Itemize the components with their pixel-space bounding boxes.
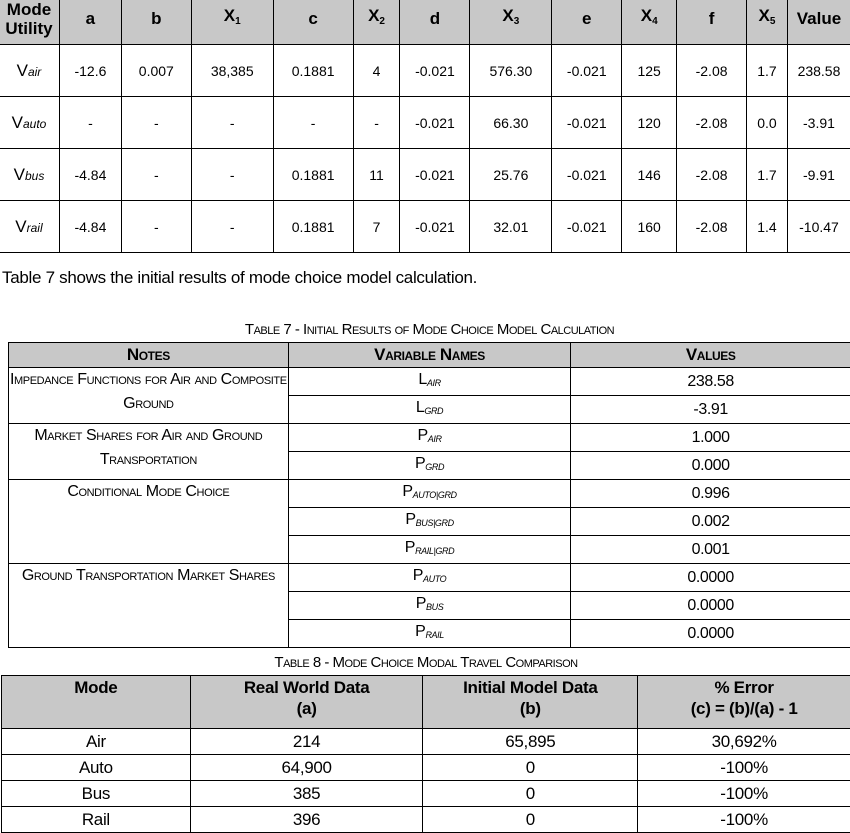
table-cell: -0.021 — [552, 201, 622, 253]
table-cell: - — [121, 149, 191, 201]
column-header: $X_1$ — [191, 0, 273, 45]
table-cell: 0 — [423, 755, 638, 781]
value-cell: 0.0000 — [571, 620, 850, 648]
table-cell: 160 — [622, 201, 677, 253]
table-row — [2, 781, 850, 807]
value-cell: 238.58 — [571, 368, 850, 396]
column-header: a — [59, 0, 121, 45]
table-cell: 64,900 — [190, 755, 423, 781]
table-cell: 0.0 — [747, 97, 788, 149]
table-cell: -0.021 — [552, 97, 622, 149]
subscript: 4 — [652, 16, 658, 27]
mode-utility-cell: Vair — [0, 45, 59, 97]
variable-name-cell: $P_{AUTO}$ — [288, 564, 571, 592]
variable-subscript: GRD — [425, 462, 444, 472]
column-header: Mode Utility — [0, 0, 59, 45]
column-header: f — [677, 0, 747, 45]
subscript: 2 — [379, 16, 385, 27]
value-cell: 0.996 — [571, 480, 850, 508]
table-header-row — [2, 676, 850, 729]
table-cell: 1.7 — [747, 45, 788, 97]
table-cell: - — [121, 201, 191, 253]
variable-subscript: AIR — [427, 378, 441, 388]
table-cell: -0.021 — [400, 149, 470, 201]
table-header-row — [0, 0, 850, 45]
table-cell: 66.30 — [470, 97, 552, 149]
variable-subscript: AIR — [428, 434, 442, 444]
header-variable-names: Variable Names — [288, 343, 571, 368]
subscript: 5 — [770, 16, 776, 27]
column-header: Value — [787, 0, 850, 45]
mode-utility-cell: Vauto — [0, 97, 59, 149]
table-row — [2, 729, 850, 755]
table-cell: -3.91 — [787, 97, 850, 149]
variable-subscript: AUTO|GRD — [413, 490, 457, 500]
table-row — [0, 97, 850, 149]
table-cell: 1.4 — [747, 201, 788, 253]
table-cell: - — [273, 97, 353, 149]
mode-utility-cell: Vbus — [0, 149, 59, 201]
variable-name-cell: $L_{GRD}$ — [288, 396, 571, 424]
table-cell: 0.007 — [121, 45, 191, 97]
value-cell: 0.0000 — [571, 592, 850, 620]
value-cell: 0.002 — [571, 508, 850, 536]
subscript: 1 — [235, 16, 241, 27]
table-cell: 0 — [423, 781, 638, 807]
note-cell: Market Shares for Air and Ground Transportation — [9, 424, 289, 480]
table-cell: 32.01 — [470, 201, 552, 253]
table-cell: 120 — [622, 97, 677, 149]
variable-name-cell: $P_{BUS|GRD}$ — [288, 508, 571, 536]
mode-subscript: bus — [25, 169, 44, 183]
table-cell: -4.84 — [59, 201, 121, 253]
initial-results-table — [8, 342, 850, 648]
table-header-row — [9, 343, 850, 368]
table-cell: 7 — [353, 201, 400, 253]
header-notes: Notes — [9, 343, 289, 368]
column-header: $X_5$ — [747, 0, 788, 45]
value-cell: -3.91 — [571, 396, 850, 424]
subscript: 3 — [514, 16, 520, 27]
table-cell: -4.84 — [59, 149, 121, 201]
table-cell: - — [191, 201, 273, 253]
table-cell: - — [191, 97, 273, 149]
variable-subscript: RAIL — [425, 630, 443, 640]
table-cell: 0.1881 — [273, 201, 353, 253]
variable-name-cell: $P_{AUTO|GRD}$ — [288, 480, 571, 508]
column-header: c — [273, 0, 353, 45]
note-cell: Impedance Functions for Air and Composite Ground — [9, 368, 289, 424]
table-cell: -100% — [638, 781, 850, 807]
variable-name-cell: $P_{RAIL|GRD}$ — [288, 536, 571, 564]
table-row — [0, 201, 850, 253]
table-cell: -12.6 — [59, 45, 121, 97]
value-cell: 0.000 — [571, 452, 850, 480]
variable-name-cell: $P_{GRD}$ — [288, 452, 571, 480]
table-cell: -2.08 — [677, 201, 747, 253]
table-cell: 4 — [353, 45, 400, 97]
table-cell: Rail — [2, 807, 191, 833]
header-values: Values — [571, 343, 850, 368]
table-cell: Air — [2, 729, 191, 755]
table-cell: 65,895 — [423, 729, 638, 755]
table-row — [9, 368, 850, 396]
variable-subscript: BUS|GRD — [416, 518, 454, 528]
variable-name-cell: $L_{AIR}$ — [288, 368, 571, 396]
table-row — [9, 480, 850, 508]
table-cell: -2.08 — [677, 149, 747, 201]
variable-subscript: RAIL|GRD — [415, 546, 454, 556]
table-cell: -0.021 — [552, 45, 622, 97]
column-header: Initial Model Data (b) — [423, 676, 638, 729]
table-row — [0, 45, 850, 97]
table-cell: - — [353, 97, 400, 149]
table-cell: 125 — [622, 45, 677, 97]
table-cell: Auto — [2, 755, 191, 781]
note-cell: Ground Transportation Market Shares — [9, 564, 289, 648]
table-cell: -100% — [638, 755, 850, 781]
table-row — [9, 424, 850, 452]
table-cell: 0.1881 — [273, 45, 353, 97]
table-cell: - — [191, 149, 273, 201]
table-cell: 238.58 — [787, 45, 850, 97]
table-cell: -0.021 — [552, 149, 622, 201]
table-row — [2, 755, 850, 781]
column-header: Real World Data (a) — [190, 676, 423, 729]
column-header: d — [400, 0, 470, 45]
table-cell: 30,692% — [638, 729, 850, 755]
table-cell: 11 — [353, 149, 400, 201]
mode-utility-cell: Vrail — [0, 201, 59, 253]
modal-travel-comparison-table — [1, 675, 850, 833]
table7-caption: Table 7 - Initial Results of Mode Choice Model Calculation — [8, 321, 850, 338]
mode-utility-table — [0, 0, 850, 253]
table-cell: - — [59, 97, 121, 149]
variable-subscript: BUS — [426, 602, 443, 612]
column-header: % Error (c) = (b)/(a) - 1 — [638, 676, 850, 729]
note-cell: Conditional Mode Choice — [9, 480, 289, 564]
table-row — [9, 564, 850, 592]
paragraph-text: Table 7 shows the initial results of mode choice model calculation. — [2, 268, 477, 288]
column-header: Mode — [2, 676, 191, 729]
value-cell: 0.001 — [571, 536, 850, 564]
column-header: $X_4$ — [622, 0, 677, 45]
table-cell: 25.76 — [470, 149, 552, 201]
table-cell: -0.021 — [400, 45, 470, 97]
variable-subscript: AUTO — [423, 574, 446, 584]
table-cell: Bus — [2, 781, 191, 807]
table-cell: - — [121, 97, 191, 149]
variable-subscript: GRD — [424, 406, 443, 416]
table-cell: 0.1881 — [273, 149, 353, 201]
mode-subscript: auto — [23, 117, 46, 131]
table-cell: -2.08 — [677, 97, 747, 149]
table-cell: 38,385 — [191, 45, 273, 97]
table-cell: 385 — [190, 781, 423, 807]
table-cell: 576.30 — [470, 45, 552, 97]
table-cell: -0.021 — [400, 97, 470, 149]
table-cell: 0 — [423, 807, 638, 833]
variable-name-cell: $P_{BUS}$ — [288, 592, 571, 620]
mode-subscript: air — [28, 65, 41, 79]
variable-name-cell: $P_{RAIL}$ — [288, 620, 571, 648]
table-cell: 146 — [622, 149, 677, 201]
mode-subscript: rail — [27, 221, 43, 235]
table-row — [0, 149, 850, 201]
column-header: b — [121, 0, 191, 45]
table-cell: -0.021 — [400, 201, 470, 253]
column-header: $X_3$ — [470, 0, 552, 45]
table-cell: -2.08 — [677, 45, 747, 97]
table-cell: -9.91 — [787, 149, 850, 201]
table-cell: 396 — [190, 807, 423, 833]
table-cell: 214 — [190, 729, 423, 755]
table-cell: 1.7 — [747, 149, 788, 201]
column-header: e — [552, 0, 622, 45]
variable-name-cell: $P_{AIR}$ — [288, 424, 571, 452]
column-header: $X_2$ — [353, 0, 400, 45]
table-cell: -10.47 — [787, 201, 850, 253]
table-cell: -100% — [638, 807, 850, 833]
table8-caption: Table 8 - Mode Choice Modal Travel Comparison — [1, 654, 850, 671]
value-cell: 1.000 — [571, 424, 850, 452]
value-cell: 0.0000 — [571, 564, 850, 592]
